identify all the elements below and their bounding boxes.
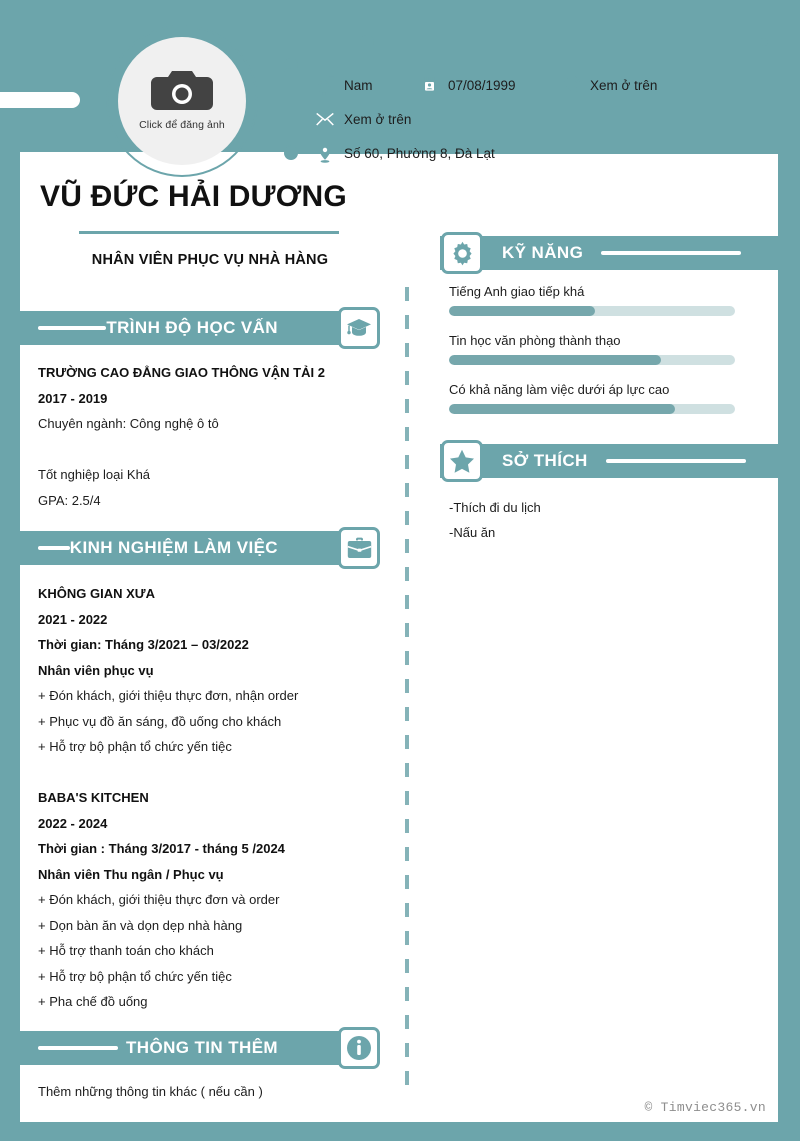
contact-email-value: Xem ở trên: [344, 111, 412, 127]
section-title-hobbies: SỞ THÍCH: [502, 451, 588, 470]
education-body: [38, 360, 398, 513]
rail-dot-right: [760, 38, 768, 46]
experience-line: + Dọn bàn ăn và dọn dẹp nhà hàng: [38, 917, 243, 933]
rail-dot-left: [360, 35, 374, 49]
contact-block: [284, 10, 780, 170]
experience-line: 2021 - 2022: [38, 611, 108, 627]
skills-list: [449, 284, 769, 431]
education-line: 2017 - 2019: [38, 390, 108, 406]
experience-line: KHÔNG GIAN XƯA: [38, 586, 155, 601]
experience-line: Thời gian: Tháng 3/2021 – 03/2022: [38, 637, 249, 652]
skill-item: [449, 333, 769, 365]
section-header-skills: [440, 236, 778, 270]
experience-line: 2022 - 2024: [38, 815, 108, 831]
graduation-cap-icon: [338, 307, 380, 349]
education-line: GPA: 2.5/4: [38, 492, 101, 508]
photo-placeholder[interactable]: [118, 37, 246, 165]
map-pin-icon: [314, 144, 336, 163]
skill-item: [449, 284, 769, 316]
additional-body: [38, 1079, 398, 1105]
contact-birthday-value: 07/08/1999: [448, 77, 516, 93]
envelope-icon: [314, 112, 336, 126]
education-line-spacer: [38, 437, 398, 463]
experience-line: + Pha chế đồ uống: [38, 994, 148, 1009]
header-dash: [38, 546, 70, 550]
section-header-education: [20, 311, 340, 345]
rail-dot-left: [284, 146, 298, 160]
experience-line: Nhân viên phục vụ: [38, 662, 154, 678]
contact-row-2: [314, 102, 774, 136]
photo-upload-label: Click để đăng ảnh: [139, 119, 225, 131]
section-header-hobbies: [440, 444, 778, 478]
candidate-job-title: NHÂN VIÊN PHỤC VỤ NHÀ HÀNG: [91, 252, 329, 268]
education-line: Chuyên ngành: Công nghệ ô tô: [38, 416, 219, 431]
experience-line: Nhân viên Thu ngân / Phục vụ: [38, 866, 224, 882]
decor-vbar-inner: [284, 68, 293, 146]
experience-line: BABA'S KITCHEN: [38, 790, 149, 805]
contact-email[interactable]: [314, 112, 411, 127]
section-title-education: TRÌNH ĐỘ HỌC VẤN: [106, 318, 278, 337]
contact-birthday[interactable]: [418, 77, 560, 94]
skill-label: Có khả năng làm việc dưới áp lực cao: [449, 382, 670, 397]
star-icon: [441, 440, 483, 482]
decor-rail-middle: [292, 63, 780, 66]
skill-item: [449, 382, 769, 414]
contact-row-1: [314, 68, 774, 102]
education-line: TRƯỜNG CAO ĐẲNG GIAO THÔNG VẬN TẢI 2: [38, 365, 325, 380]
column-dashed-divider: [405, 287, 409, 1087]
skill-label: Tin học văn phòng thành thạo: [449, 333, 621, 348]
skill-progress-fill: [449, 306, 595, 316]
skill-progress-track: [449, 355, 735, 365]
experience-line: + Đón khách, giới thiệu thực đơn, nhận order: [38, 688, 299, 703]
contact-address[interactable]: [314, 144, 495, 163]
education-line: Tốt nghiệp loại Khá: [38, 467, 151, 482]
contact-phone[interactable]: [560, 76, 657, 94]
skill-progress-track: [449, 404, 735, 414]
header-dash: [38, 1046, 118, 1050]
contact-rows: [314, 68, 774, 170]
section-title-skills: KỸ NĂNG: [502, 243, 584, 262]
section-title-additional: THÔNG TIN THÊM: [126, 1038, 278, 1057]
hobby-item: -Thích đi du lịch: [449, 500, 541, 515]
additional-line: Thêm những thông tin khác ( nếu cần ): [38, 1084, 263, 1099]
experience-line: + Hỗ trợ bộ phận tổ chức yến tiệc: [38, 968, 232, 984]
decor-rail-top: [368, 40, 764, 43]
contact-gender-value: Nam: [344, 77, 373, 93]
gear-icon: [441, 232, 483, 274]
photo-upload-area[interactable]: [106, 25, 258, 177]
footer-copyright: © Timviec365.vn: [644, 1100, 766, 1115]
identity-block: [40, 180, 400, 268]
experience-line: + Hỗ trợ thanh toán cho khách: [38, 943, 214, 958]
hobby-item: -Nấu ăn: [449, 525, 496, 540]
skill-label: Tiếng Anh giao tiếp khá: [449, 284, 585, 299]
header-dash: [38, 326, 106, 330]
section-header-experience: [20, 531, 340, 565]
section-title-experience: KINH NGHIỆM LÀM VIỆC: [69, 538, 278, 557]
experience-line: + Hỗ trợ bộ phận tổ chức yến tiệc: [38, 739, 232, 754]
decor-left-pill: [0, 92, 80, 108]
section-header-additional: [20, 1031, 340, 1065]
skill-progress-track: [449, 306, 735, 316]
experience-line: Thời gian : Tháng 3/2017 - tháng 5 /2024: [38, 841, 285, 856]
name-divider: [79, 231, 339, 234]
info-icon: [338, 1027, 380, 1069]
skill-progress-fill: [449, 355, 661, 365]
header-dash: [606, 459, 746, 463]
experience-line: + Đón khách, giới thiệu thực đơn và order: [38, 892, 280, 907]
contact-phone-value: Xem ở trên: [590, 77, 658, 93]
hobbies-list: [449, 495, 769, 545]
candidate-name: VŨ ĐỨC HẢI DƯƠNG: [40, 180, 347, 213]
experience-line: + Phục vụ đồ ăn sáng, đồ uống cho khách: [38, 713, 282, 729]
gender-icon: [314, 76, 336, 95]
experience-line-spacer: [38, 760, 398, 786]
contact-address-value: Số 60, Phường 8, Đà Lạt: [344, 145, 495, 161]
briefcase-icon: [338, 527, 380, 569]
header-dash: [601, 251, 741, 255]
phone-icon: [560, 76, 582, 94]
contact-row-3: [314, 136, 774, 170]
skill-progress-fill: [449, 404, 675, 414]
experience-body: [38, 581, 398, 1015]
contact-gender[interactable]: [314, 76, 418, 95]
calendar-icon: [418, 77, 440, 94]
camera-icon: [151, 67, 213, 113]
